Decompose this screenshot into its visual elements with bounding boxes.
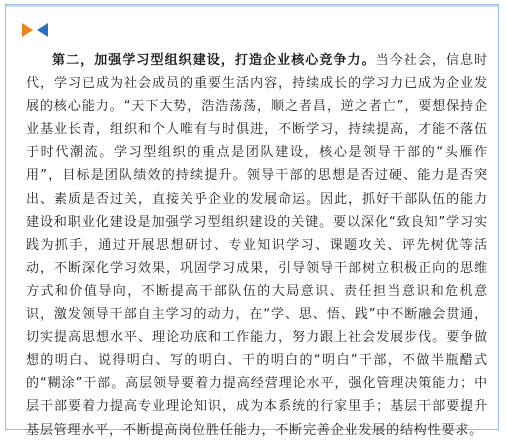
section-lead-heading: 第二，加强学习型组织建设，打造企业核心竞争力。 — [52, 53, 376, 68]
paragraph-body-text: 当今社会，信息时代，学习已成为社会成员的重要生活内容，持续成长的学习力已成为企业发展的核心能力。“天下大势，浩浩荡荡，顺之者昌，逆之者亡”，要想保持企业基业长青，组织和个人唯有与时俱进，不断学习，持续提高，才能不落伍于时代潮流。学习型组织的重点是团队建设，核心是领导干部的“头雁作用”，目标是团队绩效的持续提升。领导干部的思想是否过硬、能力是否突出、素质是否过关，直接关乎企业的发展命运。因此，抓好干部队伍的能力建设和职业化建设是加强学习型组织建设的关键。要以深化“致良知”学习实践为抓手，通过开展思想研讨、专业知识学习、课题攻关、评先树优等活动，不断深化学习效果，巩固学习成果，引导领导干部树立积极正向的思维方式和价值导向，不断提高干部队伍的大局意识、责任担当意识和危机意识，激发领导干部自主学习的动力，在“学、思、悟、践”中不断融会贯通，切实提高思想水平、理论功底和工作能力，努力跟上社会发展步伐。要争做想的明白、说得明白、写的明白、干的明白的“明白”干部，不做半瓶醋式的“糊涂”干部。高层领导要着力提高经营理论水平，强化管理决策能力；中层干部要着力提高专业理论知识，成为本系统的行家里手；基层干部要提升基层管理水平，不断提高岗位胜任能力，不断完善企业发展的结构性要求。 — [26, 53, 488, 438]
article-card — [5, 4, 499, 438]
double-triangle-logo-icon — [22, 23, 48, 37]
article-body — [26, 49, 488, 438]
article-paragraph — [26, 49, 488, 442]
